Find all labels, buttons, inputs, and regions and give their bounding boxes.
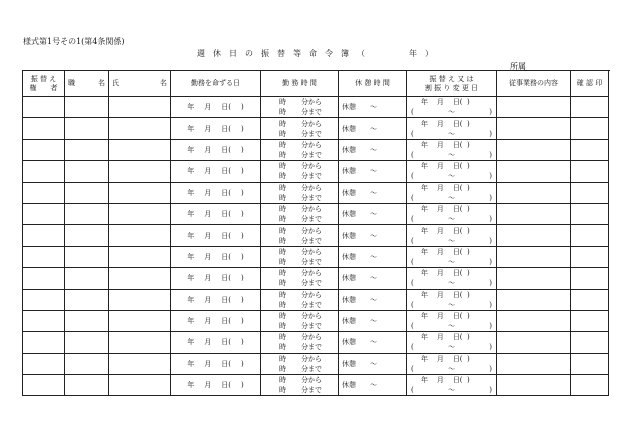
cell-rest-time[interactable]: 休憩 ～ <box>339 139 407 160</box>
cell-work-hours[interactable]: 時 分から 時 分まで <box>261 225 339 246</box>
cell-duty-content[interactable] <box>497 246 571 267</box>
cell-substitute-holder[interactable] <box>23 118 65 139</box>
cell-ordered-date[interactable]: 年 月 日( ) <box>171 225 261 246</box>
table-row <box>23 161 609 182</box>
cell-work-hours[interactable]: 時 分から 時 分まで <box>261 375 339 396</box>
cell-job-title[interactable] <box>65 332 109 353</box>
cell-rest-time[interactable]: 休憩 ～ <box>339 246 407 267</box>
cell-work-hours[interactable]: 時 分から 時 分まで <box>261 246 339 267</box>
form-number: 様式第1号その1(第4条関係) <box>23 37 125 46</box>
title-char: 命 <box>309 49 317 58</box>
cell-job-title[interactable] <box>65 310 109 331</box>
table-row <box>23 97 609 118</box>
cell-duty-content[interactable] <box>497 310 571 331</box>
cell-change-date[interactable]: 年 月 日( ) ( ～ ) <box>407 203 497 224</box>
title-char: ） <box>425 49 433 58</box>
cell-substitute-holder[interactable] <box>23 225 65 246</box>
cell-duty-content[interactable] <box>497 118 571 139</box>
cell-job-title[interactable] <box>65 118 109 139</box>
title-char: の <box>245 49 253 58</box>
cell-name[interactable] <box>109 375 171 396</box>
cell-ordered-date[interactable]: 年 月 日( ) <box>171 118 261 139</box>
cell-job-title[interactable] <box>65 289 109 310</box>
title-char: （ <box>357 49 365 58</box>
cell-change-date[interactable]: 年 月 日( ) ( ～ ) <box>407 139 497 160</box>
header-row <box>23 71 609 97</box>
cell-substitute-holder[interactable] <box>23 353 65 374</box>
cell-job-title[interactable] <box>65 353 109 374</box>
cell-rest-time[interactable]: 休憩 ～ <box>339 203 407 224</box>
header-name: 氏 名 <box>109 71 171 97</box>
cell-work-hours[interactable]: 時 分から 時 分まで <box>261 310 339 331</box>
table-row <box>23 332 609 353</box>
cell-work-hours[interactable]: 時 分から 時 分まで <box>261 97 339 118</box>
table-row <box>23 310 609 331</box>
cell-name[interactable] <box>109 118 171 139</box>
cell-work-hours[interactable]: 時 分から 時 分まで <box>261 332 339 353</box>
cell-work-hours[interactable]: 時 分から 時 分まで <box>261 268 339 289</box>
cell-substitute-holder[interactable] <box>23 289 65 310</box>
title-char: 週 <box>197 49 205 58</box>
header-job-title: 職 名 <box>65 71 109 97</box>
header-confirm-seal: 確 認 印 <box>571 71 609 97</box>
cell-ordered-date[interactable]: 年 月 日( ) <box>171 246 261 267</box>
title-char: 等 <box>293 49 301 58</box>
cell-work-hours[interactable]: 時 分から 時 分まで <box>261 161 339 182</box>
cell-change-date[interactable]: 年 月 日( ) ( ～ ) <box>407 97 497 118</box>
cell-duty-content[interactable] <box>497 182 571 203</box>
cell-confirm-seal[interactable] <box>571 161 609 182</box>
table-row <box>23 375 609 396</box>
cell-confirm-seal[interactable] <box>571 203 609 224</box>
title-char: 振 <box>261 49 269 58</box>
cell-change-date[interactable]: 年 月 日( ) ( ～ ) <box>407 182 497 203</box>
cell-name[interactable] <box>109 161 171 182</box>
cell-name[interactable] <box>109 310 171 331</box>
substitution-register-table <box>22 70 609 396</box>
table-row <box>23 182 609 203</box>
cell-substitute-holder[interactable] <box>23 332 65 353</box>
cell-confirm-seal[interactable] <box>571 97 609 118</box>
cell-ordered-date[interactable]: 年 月 日( ) <box>171 182 261 203</box>
cell-ordered-date[interactable]: 年 月 日( ) <box>171 353 261 374</box>
cell-duty-content[interactable] <box>497 353 571 374</box>
cell-substitute-holder[interactable] <box>23 375 65 396</box>
cell-work-hours[interactable]: 時 分から 時 分まで <box>261 182 339 203</box>
cell-ordered-date[interactable]: 年 月 日( ) <box>171 268 261 289</box>
cell-confirm-seal[interactable] <box>571 118 609 139</box>
title-char: 日 <box>229 49 237 58</box>
cell-change-date[interactable]: 年 月 日( ) ( ～ ) <box>407 310 497 331</box>
cell-name[interactable] <box>109 332 171 353</box>
cell-rest-time[interactable]: 休憩 ～ <box>339 118 407 139</box>
cell-job-title[interactable] <box>65 139 109 160</box>
cell-duty-content[interactable] <box>497 225 571 246</box>
cell-ordered-date[interactable]: 年 月 日( ) <box>171 310 261 331</box>
cell-confirm-seal[interactable] <box>571 353 609 374</box>
cell-rest-time[interactable]: 休憩 ～ <box>339 182 407 203</box>
cell-confirm-seal[interactable] <box>571 375 609 396</box>
title-char: 替 <box>277 49 285 58</box>
cell-work-hours[interactable]: 時 分から 時 分まで <box>261 353 339 374</box>
cell-job-title[interactable] <box>65 182 109 203</box>
cell-work-hours[interactable]: 時 分から 時 分まで <box>261 139 339 160</box>
cell-name[interactable] <box>109 268 171 289</box>
cell-ordered-date[interactable]: 年 月 日( ) <box>171 203 261 224</box>
cell-substitute-holder[interactable] <box>23 97 65 118</box>
cell-substitute-holder[interactable] <box>23 268 65 289</box>
title-char: 年 <box>409 49 417 58</box>
cell-confirm-seal[interactable] <box>571 289 609 310</box>
title-char: 休 <box>213 49 221 58</box>
cell-ordered-date[interactable]: 年 月 日( ) <box>171 139 261 160</box>
page-title <box>0 48 630 59</box>
cell-substitute-holder[interactable] <box>23 161 65 182</box>
cell-duty-content[interactable] <box>497 139 571 160</box>
table-row <box>23 225 609 246</box>
cell-change-date[interactable]: 年 月 日( ) ( ～ ) <box>407 225 497 246</box>
cell-confirm-seal[interactable] <box>571 332 609 353</box>
cell-job-title[interactable] <box>65 203 109 224</box>
cell-rest-time[interactable]: 休憩 ～ <box>339 353 407 374</box>
cell-change-date[interactable]: 年 月 日( ) ( ～ ) <box>407 332 497 353</box>
cell-change-date[interactable]: 年 月 日( ) ( ～ ) <box>407 118 497 139</box>
cell-ordered-date[interactable]: 年 月 日( ) <box>171 289 261 310</box>
cell-job-title[interactable] <box>65 246 109 267</box>
cell-name[interactable] <box>109 203 171 224</box>
title-char: 令 <box>325 49 333 58</box>
cell-confirm-seal[interactable] <box>571 139 609 160</box>
cell-substitute-holder[interactable] <box>23 246 65 267</box>
cell-substitute-holder[interactable] <box>23 182 65 203</box>
cell-job-title[interactable] <box>65 268 109 289</box>
cell-substitute-holder[interactable] <box>23 203 65 224</box>
cell-duty-content[interactable] <box>497 203 571 224</box>
table-row <box>23 353 609 374</box>
cell-job-title[interactable] <box>65 375 109 396</box>
table-row <box>23 118 609 139</box>
cell-work-hours[interactable]: 時 分から 時 分まで <box>261 203 339 224</box>
cell-rest-time[interactable]: 休憩 ～ <box>339 268 407 289</box>
cell-substitute-holder[interactable] <box>23 310 65 331</box>
cell-name[interactable] <box>109 289 171 310</box>
cell-confirm-seal[interactable] <box>571 246 609 267</box>
cell-duty-content[interactable] <box>497 268 571 289</box>
cell-rest-time[interactable]: 休憩 ～ <box>339 161 407 182</box>
cell-name[interactable] <box>109 182 171 203</box>
cell-confirm-seal[interactable] <box>571 182 609 203</box>
cell-ordered-date[interactable]: 年 月 日( ) <box>171 97 261 118</box>
cell-change-date[interactable]: 年 月 日( ) ( ～ ) <box>407 161 497 182</box>
cell-duty-content[interactable] <box>497 289 571 310</box>
cell-duty-content[interactable] <box>497 97 571 118</box>
cell-name[interactable] <box>109 353 171 374</box>
cell-change-date[interactable]: 年 月 日( ) ( ～ ) <box>407 375 497 396</box>
cell-substitute-holder[interactable] <box>23 139 65 160</box>
cell-rest-time[interactable]: 休憩 ～ <box>339 289 407 310</box>
cell-confirm-seal[interactable] <box>571 310 609 331</box>
header-rest-time: 休 憩 時 間 <box>339 71 407 97</box>
cell-confirm-seal[interactable] <box>571 268 609 289</box>
cell-change-date[interactable]: 年 月 日( ) ( ～ ) <box>407 268 497 289</box>
cell-duty-content[interactable] <box>497 161 571 182</box>
cell-rest-time[interactable]: 休憩 ～ <box>339 375 407 396</box>
cell-rest-time[interactable]: 休憩 ～ <box>339 225 407 246</box>
header-ordered-work-date: 勤務を命ずる日 <box>171 71 261 97</box>
table-row <box>23 289 609 310</box>
cell-name[interactable] <box>109 139 171 160</box>
header-duty-content: 従事業務の内容 <box>497 71 571 97</box>
cell-rest-time[interactable]: 休憩 ～ <box>339 332 407 353</box>
cell-job-title[interactable] <box>65 97 109 118</box>
cell-work-hours[interactable]: 時 分から 時 分まで <box>261 118 339 139</box>
cell-rest-time[interactable]: 休憩 ～ <box>339 310 407 331</box>
cell-work-hours[interactable]: 時 分から 時 分まで <box>261 289 339 310</box>
cell-job-title[interactable] <box>65 161 109 182</box>
cell-rest-time[interactable]: 休憩 ～ <box>339 97 407 118</box>
cell-duty-content[interactable] <box>497 332 571 353</box>
cell-change-date[interactable]: 年 月 日( ) ( ～ ) <box>407 353 497 374</box>
table-row <box>23 268 609 289</box>
cell-change-date[interactable]: 年 月 日( ) ( ～ ) <box>407 246 497 267</box>
header-substitute-holder: 振 替 え 権 者 <box>23 71 65 97</box>
header-work-hours: 勤 務 時 間 <box>261 71 339 97</box>
cell-confirm-seal[interactable] <box>571 225 609 246</box>
cell-ordered-date[interactable]: 年 月 日( ) <box>171 375 261 396</box>
title-char: 簿 <box>341 49 349 58</box>
cell-name[interactable] <box>109 97 171 118</box>
header-change-date: 振 替 え 又 は 割 振 り 変 更 日 <box>407 71 497 97</box>
cell-change-date[interactable]: 年 月 日( ) ( ～ ) <box>407 289 497 310</box>
cell-duty-content[interactable] <box>497 375 571 396</box>
table-row <box>23 246 609 267</box>
cell-ordered-date[interactable]: 年 月 日( ) <box>171 161 261 182</box>
cell-job-title[interactable] <box>65 225 109 246</box>
department-label: 所属 <box>510 62 526 71</box>
table-row <box>23 139 609 160</box>
cell-ordered-date[interactable]: 年 月 日( ) <box>171 332 261 353</box>
cell-name[interactable] <box>109 225 171 246</box>
cell-name[interactable] <box>109 246 171 267</box>
table-row <box>23 203 609 224</box>
